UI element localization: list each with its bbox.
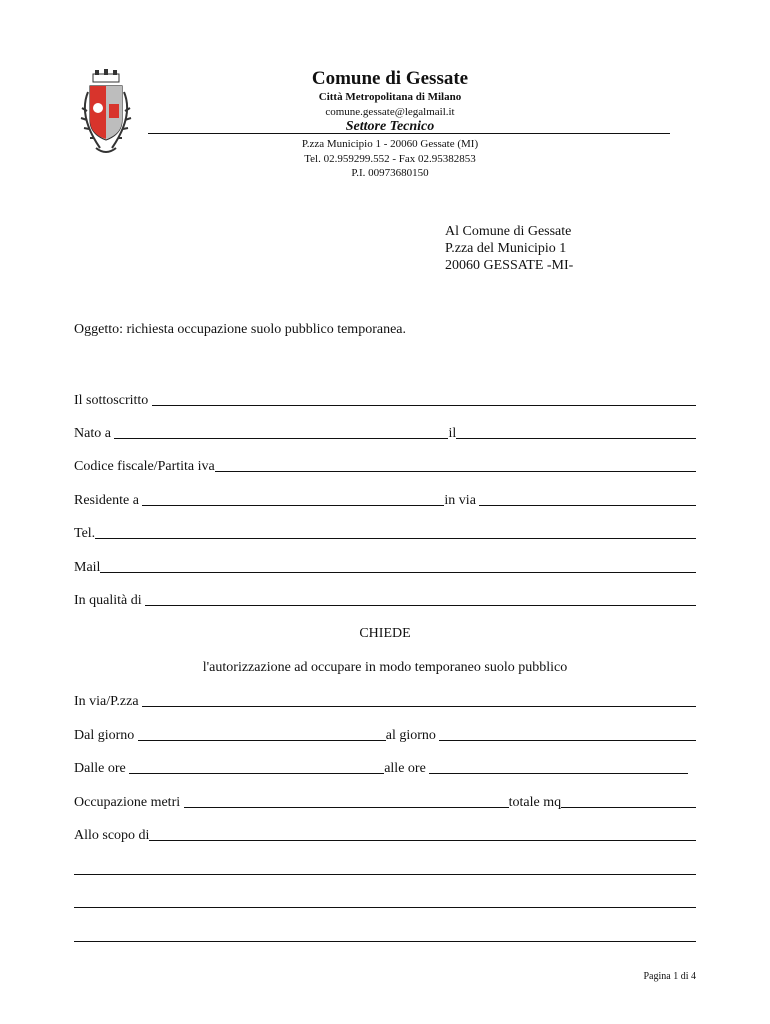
tax-code-field[interactable] bbox=[215, 470, 696, 472]
to-hour-label: alle ore bbox=[384, 761, 430, 776]
total-sqm-label: totale mq bbox=[508, 795, 562, 810]
page-number: Pagina 1 di 4 bbox=[643, 971, 696, 982]
square-field[interactable] bbox=[142, 705, 696, 707]
square-row bbox=[74, 692, 696, 710]
municipality-address: P.zza Municipio 1 - 20060 Gessate (MI) bbox=[301, 138, 479, 150]
purpose-continued-row bbox=[74, 860, 696, 878]
metropolitan-city: Città Metropolitana di Milano bbox=[318, 91, 462, 103]
role-label: In qualità di bbox=[74, 593, 146, 608]
municipal-crest-icon bbox=[78, 68, 134, 160]
mail-row bbox=[74, 558, 696, 576]
undersigned-row bbox=[74, 391, 696, 409]
purpose-label: Allo scopo di bbox=[74, 828, 150, 843]
mail-field[interactable] bbox=[100, 571, 696, 573]
purpose-field-line-4[interactable] bbox=[74, 940, 696, 942]
meters-row bbox=[74, 793, 696, 811]
street-label: in via bbox=[444, 493, 480, 508]
from-day-field[interactable] bbox=[138, 739, 386, 741]
residence-city-field[interactable] bbox=[142, 504, 444, 506]
born-on-label: il bbox=[448, 426, 457, 441]
meters-field[interactable] bbox=[184, 806, 509, 808]
document-subject: Oggetto: richiesta occupazione suolo pubblico temporanea. bbox=[74, 322, 407, 337]
dates-row bbox=[74, 726, 696, 744]
role-row bbox=[74, 591, 696, 609]
mail-label: Mail bbox=[74, 560, 101, 575]
birthplace-field[interactable] bbox=[114, 437, 448, 439]
purpose-continued-row bbox=[74, 927, 696, 945]
requests-heading: CHIEDE bbox=[359, 626, 411, 641]
recipient-line-3: 20060 GESSATE -MI- bbox=[445, 258, 574, 273]
authorization-text: l'autorizzazione ad occupare in modo temporaneo suolo pubblico bbox=[202, 660, 568, 675]
born-at-label: Nato a bbox=[74, 426, 115, 441]
from-hour-field[interactable] bbox=[129, 772, 384, 774]
role-field[interactable] bbox=[145, 604, 696, 606]
municipality-phone: Tel. 02.959299.552 - Fax 02.95382853 bbox=[304, 153, 476, 165]
recipient-line-2: P.zza del Municipio 1 bbox=[445, 241, 567, 256]
municipality-title: Comune di Gessate bbox=[311, 68, 469, 89]
undersigned-field[interactable] bbox=[152, 404, 696, 406]
municipality-vat: P.I. 00973680150 bbox=[351, 167, 429, 179]
to-hour-field[interactable] bbox=[429, 772, 688, 774]
total-sqm-field[interactable] bbox=[561, 806, 696, 808]
sector-name: Settore Tecnico bbox=[345, 119, 435, 134]
birth-row bbox=[74, 424, 696, 442]
purpose-field-line-3[interactable] bbox=[74, 906, 696, 908]
meters-label: Occupazione metri bbox=[74, 795, 184, 810]
phone-row bbox=[74, 524, 696, 542]
from-day-label: Dal giorno bbox=[74, 728, 138, 743]
purpose-continued-row bbox=[74, 893, 696, 911]
purpose-row bbox=[74, 826, 696, 844]
purpose-field-line-2[interactable] bbox=[74, 873, 696, 875]
tax-code-row bbox=[74, 457, 696, 475]
to-day-label: al giorno bbox=[385, 728, 440, 743]
to-day-field[interactable] bbox=[439, 739, 696, 741]
resident-in-label: Residente a bbox=[74, 493, 143, 508]
from-hour-label: Dalle ore bbox=[74, 761, 130, 776]
residence-row bbox=[74, 491, 696, 509]
residence-street-field[interactable] bbox=[479, 504, 696, 506]
phone-field[interactable] bbox=[95, 537, 696, 539]
birthdate-field[interactable] bbox=[456, 437, 696, 439]
undersigned-label: Il sottoscritto bbox=[74, 393, 152, 408]
hours-row bbox=[74, 759, 696, 777]
recipient-line-1: Al Comune di Gessate bbox=[445, 224, 572, 239]
phone-label: Tel. bbox=[74, 526, 96, 541]
municipality-email: comune.gessate@legalmail.it bbox=[325, 106, 455, 118]
tax-code-label: Codice fiscale/Partita iva bbox=[74, 459, 215, 474]
square-label: In via/P.zza bbox=[74, 694, 143, 709]
purpose-field[interactable] bbox=[149, 839, 696, 841]
header-divider bbox=[148, 133, 670, 134]
